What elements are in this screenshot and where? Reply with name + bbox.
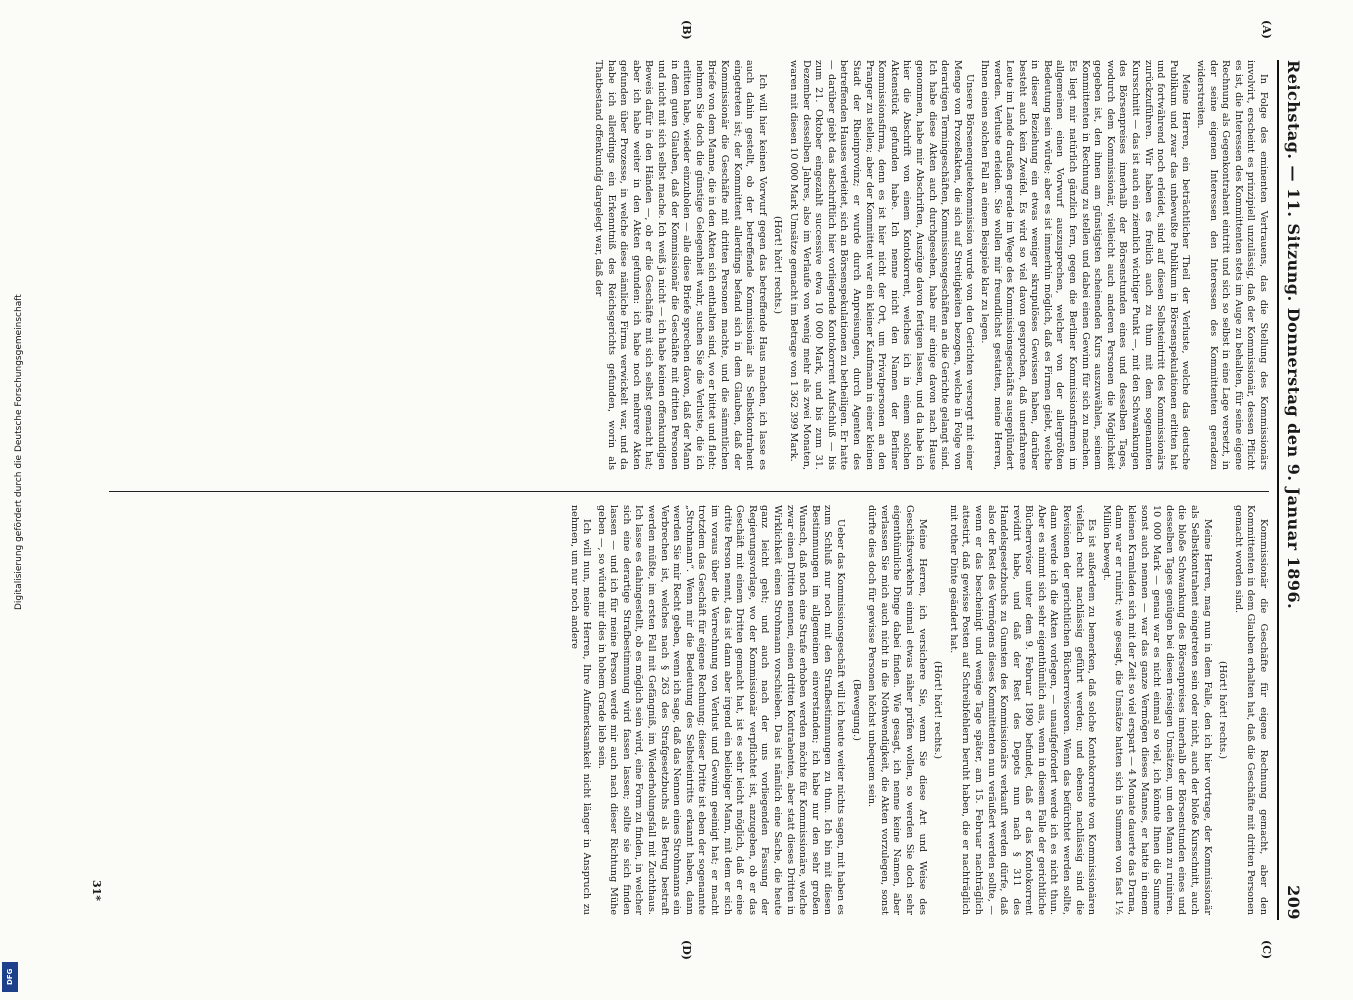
paragraph: In Folge des eminenten Vertrauens, das die Stellung des Kommissionärs involvirt, erscheint es prinzipiell unzulässig, daß der Kommissionär, dessen Pflicht es ist, die Interessen des Kommittenten stets im Auge zu behalten, für seine eigene Rechnung als Gegenkontrahent eintritt und sich so selbst in eine Lage versetzt, in der seine eigenen Interessen den Interessen des Kommittenten geradezu widerstreiten. (1195, 60, 1269, 470)
column-divider (109, 491, 1269, 492)
left-column (109, 60, 1269, 470)
page-number: 209 (1284, 885, 1303, 920)
margin-mark-d: (D) (680, 940, 693, 960)
paragraph: Meine Herren, ich versichere Sie, wenn Sie diese Art und Weise des Geschäftsverkehrs einmal etwas näher prüfen wollen, so werden Sie doch sehr eigenthümliche Dinge dabei finden. Wie gesagt, ich nenne keine Namen, aber verlassen Sie mich auch nicht in die Nothwendigkeit, die Akten vorzulegen, sonst dürfte dies doch für gewisse Personen höchst unbequem sein. (866, 505, 928, 915)
paragraph: Ich will nun, meine Herren, Ihre Aufmerksamkeit nicht länger in Anspruch zu nehmen, um nur noch andere (568, 505, 593, 915)
interjection: (Hört! hört! rechts.) (932, 661, 944, 759)
paragraph: Ueber das Kommissionsgeschäft will ich heute weiter nichts sagen, mit haben es zum Schluß nur noch mit den Strafbestimmungen zu thun. Ich bin mit diesen Bestimmungen im allgemeinen einverstanden; ich habe nur den sehr großen Wunsch, daß noch eine Strafe erhoben werden möchte für Kommissionäre, welche zwar einen Dritten nennen, einen dritten Kontrahenten, aber statt dieses Dritten in Wirklichkeit einen Strohmann vorschieben. Das ist nämlich eine Sache, die heute ganz leicht geht; und auch nach der uns vorliegenden Fassung der Regierungsvorlage, wo der Kommissionär verpflichtet ist, anzugeben, ob er das Geschäft mit einem Dritten gemacht hat, ist es sehr leicht möglich, daß er eine dritte Person nennt, das ist dann aber irgend ein beliebiger Mann, mit dem er sich im voraus über die Verrechnung von Verlust und Gewinn geeinigt hat; er macht trotzdem das Geschäft für eigene Rechnung; dieser Dritte ist eben der sogenannte „Strohmann“. Wenn mir die Bedeutung des Selbsteintritts erkannt haben, dann werden Sie mir Recht geben, wenn ich sage, daß das Nennen eines Strohmanns ein Verbrechen ist, welches nach § 263 des Strafgesetzbuchs als Betrug bestraft werden müßte, im ersten Fall mit Gefängniß, im Wiederholungsfall mit Zuchthaus. Ich lasse es dahingestellt, ob es möglich sein wird, eine Form zu finden, in welcher sich eine derartige Strafbestimmung wird fassen lassen; sollte sie sich finden lassen — und ich für meine Person werde mir auch nach dieser Richtung Mühe geben —, so würde mir dies in hohem Grade lieb sein. (595, 505, 846, 915)
margin-mark-b: (B) (680, 20, 693, 40)
credit-text: Digitalisierung gefördert durch die Deutsche Forschungsgemeinschaft (14, 294, 24, 610)
paragraph: Unsere Börsenenquetekommission wurde von den Gerichten versorgt mit einer Menge von Prozeßakten, die sich auf Streitigkeiten bezogen, welche in Folge von derartigen Termingeschäften, Kommissionsgeschäften an die Gerichte gelangt sind. Ich habe diese Akten auch durchgesehen, habe mir einige davon nach Hause genommen, habe mir Abschriften, Auszüge davon fertigen lassen, und da habe ich hier die Abschrift von einem Kontokorrent, welches ich in einem solchen Aktenstück gefunden habe. Ich nenne nicht den Namen der Berliner Kommissionsfirma, denn es ist hier nicht der Ort, um Privatpersonen an den Pranger zu stellen; aber der Kommittent war ein kleiner Kaufmann in einer kleinen Stadt der Rheinprovinz; er wurde durch Anpreisungen, durch Agenten des betreffenden Hauses verleitet, sich an Börsenspekulationen zu betheiligen. Er hatte — darüber giebt das abschriftlich hier vorliegende Kontokorrent Aufschluß — bis zum 21. Oktober eingezahlt successive etwa 10 000 Mark, und bis zum 31. Dezember desselben Jahres, also im Verlaufe von wenig mehr als zwei Monaten, waren mit diesen 10 000 Mark Umsätze gemacht im Betrage von 1 362 399 Mark. (788, 60, 976, 470)
dfg-logo: DFG (2, 962, 18, 992)
signature-mark: 31* (90, 880, 103, 902)
header-title: Reichstag. — 11. Sitzung. Donnerstag den 9. Januar 1896. (1284, 60, 1303, 610)
paragraph: Kommissionär die Geschäfte für eigene Rechnung gemacht, aber den Kommittenten in dem Glauben erhalten hat, daß die Geschäfte mit dritten Personen gemacht worden sind. (1232, 505, 1269, 915)
interjection: (Hört! hört! rechts.) (772, 216, 784, 314)
margin-mark-a: (A) (1260, 20, 1273, 39)
paragraph: Ich will hier keinen Vorwurf gegen das betreffende Haus machen, ich lasse es auch dahin gestellt, ob der betreffende Kommissionär als Selbstkontrahent eingetreten ist; der Kommittent allerdings befand sich in dem Glauben, daß der Kommissionär die Geschäfte mit dritten Personen machte, und die sämmtlichen Briefe von dem Manne, die in den Akten sich enthalten sind, wo er bittet und fleht: nehmen Sie doch die günstige Gelegenheit wahr, suchen Sie die Verluste, die ich erlitten habe, wieder einzuholen — alle diese Briefe sprechen davon, daß der Mann in dem guten Glauben, daß der Kommissionär die Geschäfte mit dritten Personen und nicht mit sich selbst mache. Ich weiß ja nicht — ich habe keinen offenkundigen Beweis dafür in den Händen —, ob er die Geschäfte mit sich selbst gemacht hat; aber ich habe weiter in den Akten gefunden: ich habe noch mehrere Akten gefunden über Prozesse, in welche diese nämliche Firma verwickelt war, und da habe ich allerdings ein Erkenntniß des Reichsgerichts gefunden, worin als Thatbestand offenkundig dargelegt war, daß der (593, 60, 768, 470)
right-column (109, 505, 1269, 915)
running-header (1277, 60, 1303, 920)
paragraph: Meine Herren, mag nun in dem Falle, den ich hier vortrage, der Kommissionär als Selbstkontrahent eingetreten sein oder nicht, auch der bloße Kursschnitt, auch die bloße Schwankung des Börsenpreises innerhalb der Börsenstunden eines und desselben Tages genügen bei diesen riesigen Umsätzen, um den Mann zu ruiniren. 10 000 Mark — genau war es nicht einmal so viel, ich könnte Ihnen die Summe sonst auch nennen — war das ganze Vermögen dieses Mannes, er hatte in einem kleinen Kramladen sich mit der Zeit so viel erspart — 4 Monate dauerte das Drama, dann war er ruinirt; wie gesagt, die Umsätze hatten sich in Summen von fast 1½ Million bewegt. (1100, 505, 1213, 915)
paragraph: Meine Herren, ein beträchtlicher Theil der Verluste, welche das deutsche Publikum und zwar das unbewußte Publikum in Börsenspekulationen erlitten hat und fortwährend noch erleidet, sind auf diesen Selbsteintritt des Kommissionärs zurückzuführen. Wir haben es freilich auch zu thun mit dem sogenannten Kursschnitt — das ist auch ein ziemlich wichtiger Punkt —, mit den Schwankungen des Börsenpreises innerhalb der Börsenstunden eines und desselben Tages, wodurch dem Kommissionär, vielleicht auch anderen Personen die Möglichkeit gegeben ist, den ihnen am günstigsten scheinenden Kurs auszuwählen, seinem Kommittenten in Rechnung zu stellen und dabei einen Gewinn für sich zu machen. Es liegt mir natürlich gänzlich fern, gegen die Berliner Kommissionsfirmen im allgemeinen einen Vorwurf auszusprechen, welcher von der allergrößten Bedeutung sein würde; aber es ist immerhin möglich, daß es Firmen giebt, welche in dieser Beziehung ein etwas weniger skrupulöses Gewissen haben, darüber besteht auch kein Zweifel. Es wird so viel davon gesprochen, daß unerfahrene Leute im Lande draußen gerade im Wege des Kommissionsgeschäfts ausgeplündert werden. Verluste erleiden. Sie wollen mir freundlichst gestatten, meine Herren, Ihnen einen solchen Fall an einem Beispiele klar zu legen. (978, 60, 1192, 470)
interjection: (Bewegung.) (850, 679, 862, 741)
interjection: (Hört! hört! rechts.) (1217, 661, 1229, 759)
digitization-credit (0, 0, 24, 1000)
rotated-page (63, 0, 1353, 1000)
paragraph: Es ist außerdem zu bemerken, daß solche Kontokorrente von Kommissionären vielfach recht nachlässig geführt werden; und ebenso nachlässig sind die Revisionen der gerichtlichen Bücherrevisoren. Wenn das befürchtet werden sollte, dann werde ich die Akten vorlegen, — unaufgefordert werde ich es nicht thun. Aber es nimmt sich sehr eigenthümlich aus, wenn in diesem Falle der gerichtliche Bücherrevisor unter dem 9. Februar 1890 befundet, daß er das Kontokorrent revidirt habe, und daß der Rest des Depots nun nach § 311 des Handelsgesetzbuchs zu Gunsten des Kommissionärs verkauft werden dürfe, daß also der Rest des Vermögens dieses Kommittenten nun veräußert werden sollte, — wenn er das bescheinigt und wenige Tage später, am 15. Februar nachträglich attestirt, daß gewisse Posten auf Schreibfehlern beruht haben, die er nachträglich mit rother Dinte geändert hat. (947, 505, 1098, 915)
margin-mark-c: (C) (1260, 940, 1273, 960)
